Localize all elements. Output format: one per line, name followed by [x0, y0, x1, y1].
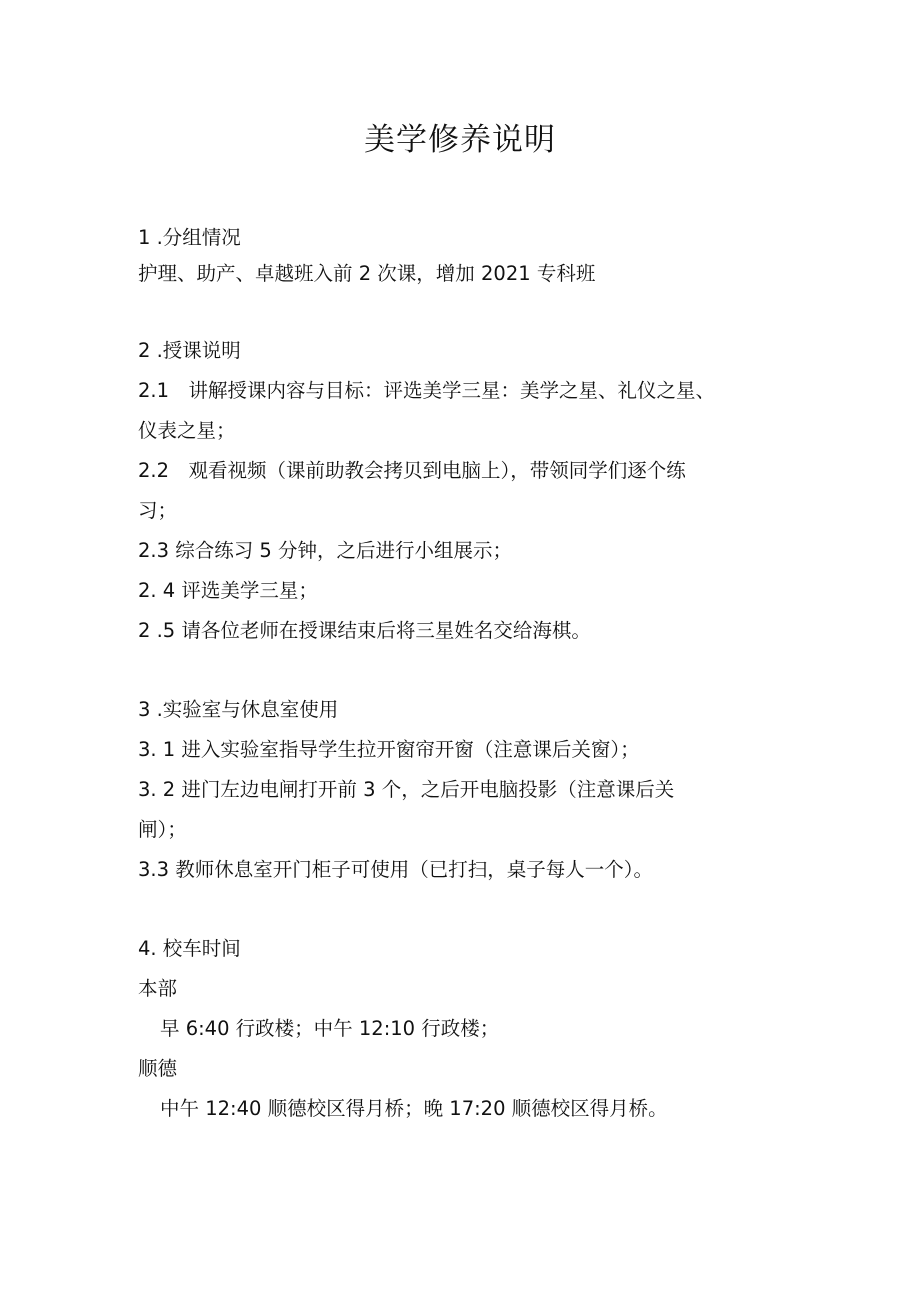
campus-label-shunde: 顺德 [138, 1057, 178, 1080]
section-2-line-1: 2.1 讲解授课内容与目标：评选美学三星：美学之星、礼仪之星、 [138, 379, 716, 402]
section-2-line-7: 2 .5 请各位老师在授课结束后将三星姓名交给海棋。 [138, 619, 591, 642]
section-3-line-4: 3.3 教师休息室开门柜子可使用（已打扫，桌子每人一个）。 [138, 858, 653, 881]
section-heading-4: 4. 校车时间 [138, 937, 241, 960]
document-title: 美学修养说明 [364, 122, 556, 158]
section-3-line-1: 3. 1 进入实验室指导学生拉开窗帘开窗（注意课后关窗）； [138, 738, 640, 761]
section-3-line-2: 3. 2 进门左边电闸打开前 3 个，之后开电脑投影（注意课后关 [138, 778, 675, 801]
section-2-line-5: 2.3 综合练习 5 分钟，之后进行小组展示； [138, 539, 513, 562]
schedule-shunde: 中午 12:40 顺德校区得月桥；晚 17:20 顺德校区得月桥。 [160, 1097, 668, 1120]
section-3-line-3: 闸）； [138, 818, 187, 841]
section-2-line-2: 仪表之星； [138, 419, 236, 442]
campus-label-benbu: 本部 [138, 977, 178, 1000]
section-1-line-1: 护理、助产、卓越班入前 2 次课，增加 2021 专科班 [138, 262, 596, 285]
section-heading-2: 2 .授课说明 [138, 339, 241, 362]
section-2-line-6: 2. 4 评选美学三星； [138, 579, 318, 602]
schedule-benbu: 早 6:40 行政楼；中午 12:10 行政楼； [160, 1017, 500, 1040]
section-heading-3: 3 .实验室与休息室使用 [138, 698, 339, 721]
section-2-line-3: 2.2 观看视频（课前助教会拷贝到电脑上），带领同学们逐个练 [138, 459, 686, 482]
section-2-line-4: 习； [138, 499, 178, 522]
section-heading-1: 1 .分组情况 [138, 226, 241, 249]
